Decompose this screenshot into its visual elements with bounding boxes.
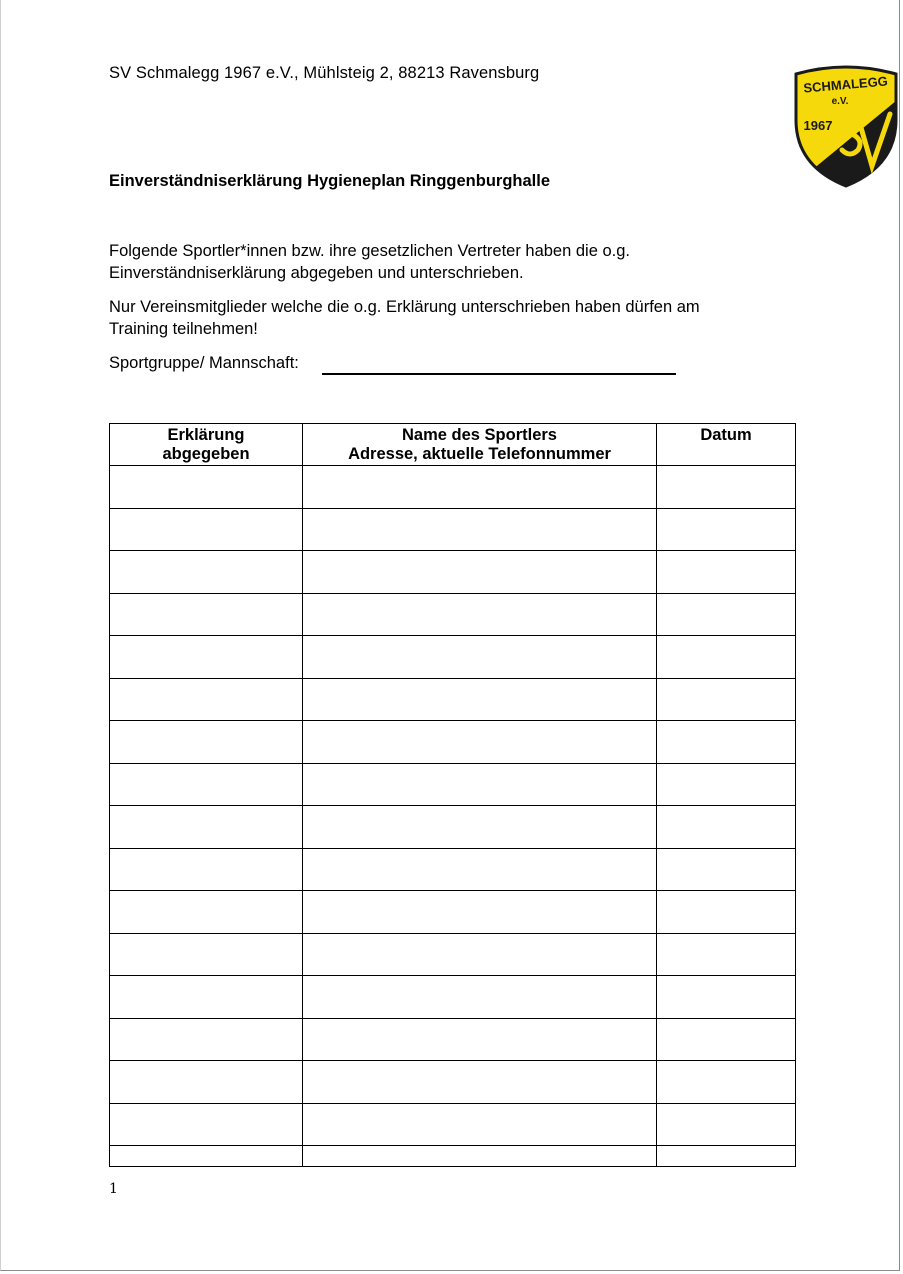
cell-name[interactable] [303,466,657,509]
table-row [110,466,796,509]
cell-declaration[interactable] [110,508,303,551]
cell-name[interactable] [303,1018,657,1061]
cell-date[interactable] [657,933,796,976]
cell-declaration[interactable] [110,636,303,679]
cell-declaration[interactable] [110,933,303,976]
group-label: Sportgruppe/ Mannschaft: [109,354,299,372]
cell-date[interactable] [657,721,796,764]
cell-date[interactable] [657,551,796,594]
page-number: 1 [109,1181,118,1197]
cell-declaration[interactable] [110,593,303,636]
cell-declaration[interactable] [110,1061,303,1104]
cell-date[interactable] [657,976,796,1019]
table-row [110,1018,796,1061]
intro-line-2: Einverständniserklärung abgegeben und unterschrieben. [109,264,524,282]
cell-declaration[interactable] [110,551,303,594]
table-row [110,976,796,1019]
table-row [110,891,796,934]
cell-date[interactable] [657,1061,796,1104]
table-row [110,1103,796,1146]
cell-date[interactable] [657,1018,796,1061]
notice-line-1: Nur Vereinsmitglieder welche die o.g. Erklärung unterschrieben haben dürfen am [109,298,700,316]
table-row [110,636,796,679]
cell-declaration[interactable] [110,891,303,934]
cell-date[interactable] [657,508,796,551]
cell-declaration[interactable] [110,1018,303,1061]
cell-name[interactable] [303,933,657,976]
notice-line-2: Training teilnehmen! [109,320,258,338]
table-row [110,806,796,849]
cell-date[interactable] [657,891,796,934]
table-row [110,933,796,976]
document-title: Einverständniserklärung Hygieneplan Ringgenburghalle [109,172,551,190]
cell-declaration[interactable] [110,721,303,764]
intro-line-1: Folgende Sportler*innen bzw. ihre gesetzlichen Vertreter haben die o.g. [109,242,630,260]
table-row-partial [110,1146,796,1167]
cell-name[interactable] [303,891,657,934]
cell-name[interactable] [303,1103,657,1146]
cell-name[interactable] [303,593,657,636]
cell-declaration[interactable] [110,976,303,1019]
cell-declaration[interactable] [110,806,303,849]
cell-date[interactable] [657,466,796,509]
logo-ev-text: e.V. [831,96,849,107]
cell-date[interactable] [657,636,796,679]
table-row [110,763,796,806]
club-logo [790,62,902,188]
cell-date[interactable] [657,593,796,636]
cell-date[interactable] [657,763,796,806]
table-row [110,551,796,594]
notice-paragraph [109,296,809,340]
cell-declaration[interactable] [110,1103,303,1146]
cell-date[interactable] [657,806,796,849]
table-row [110,1061,796,1104]
group-fill-line[interactable] [322,373,676,375]
cell-name[interactable] [303,763,657,806]
cell-name[interactable] [303,508,657,551]
cell-date[interactable] [657,1103,796,1146]
cell-date[interactable] [657,678,796,721]
cell-name[interactable] [303,551,657,594]
header-name: Name des Sportlers Adresse, aktuelle Telefonnummer [303,424,657,466]
cell-name[interactable] [303,976,657,1019]
participant-table [109,423,796,1167]
header-declaration: Erklärung abgegeben [110,424,303,466]
cell-name[interactable] [303,678,657,721]
cell-declaration[interactable] [110,678,303,721]
cell-name[interactable] [303,721,657,764]
table-row [110,848,796,891]
cell-declaration[interactable] [110,466,303,509]
cell-name[interactable] [303,636,657,679]
cell-date[interactable] [657,1146,796,1167]
logo-year-text: 1967 [803,118,833,133]
cell-declaration[interactable] [110,763,303,806]
cell-name[interactable] [303,1146,657,1167]
table-row [110,508,796,551]
cell-declaration[interactable] [110,848,303,891]
intro-paragraph [109,240,809,284]
table-row [110,721,796,764]
cell-name[interactable] [303,848,657,891]
table-header-row [110,424,796,466]
logo-name-text: SCHMALEGG [802,73,889,96]
table-row [110,593,796,636]
header-date: Datum [657,424,796,466]
cell-declaration[interactable] [110,1146,303,1167]
cell-name[interactable] [303,806,657,849]
table-row [110,678,796,721]
cell-name[interactable] [303,1061,657,1104]
club-address: SV Schmalegg 1967 e.V., Mühlsteig 2, 88213 Ravensburg [109,64,540,82]
cell-date[interactable] [657,848,796,891]
